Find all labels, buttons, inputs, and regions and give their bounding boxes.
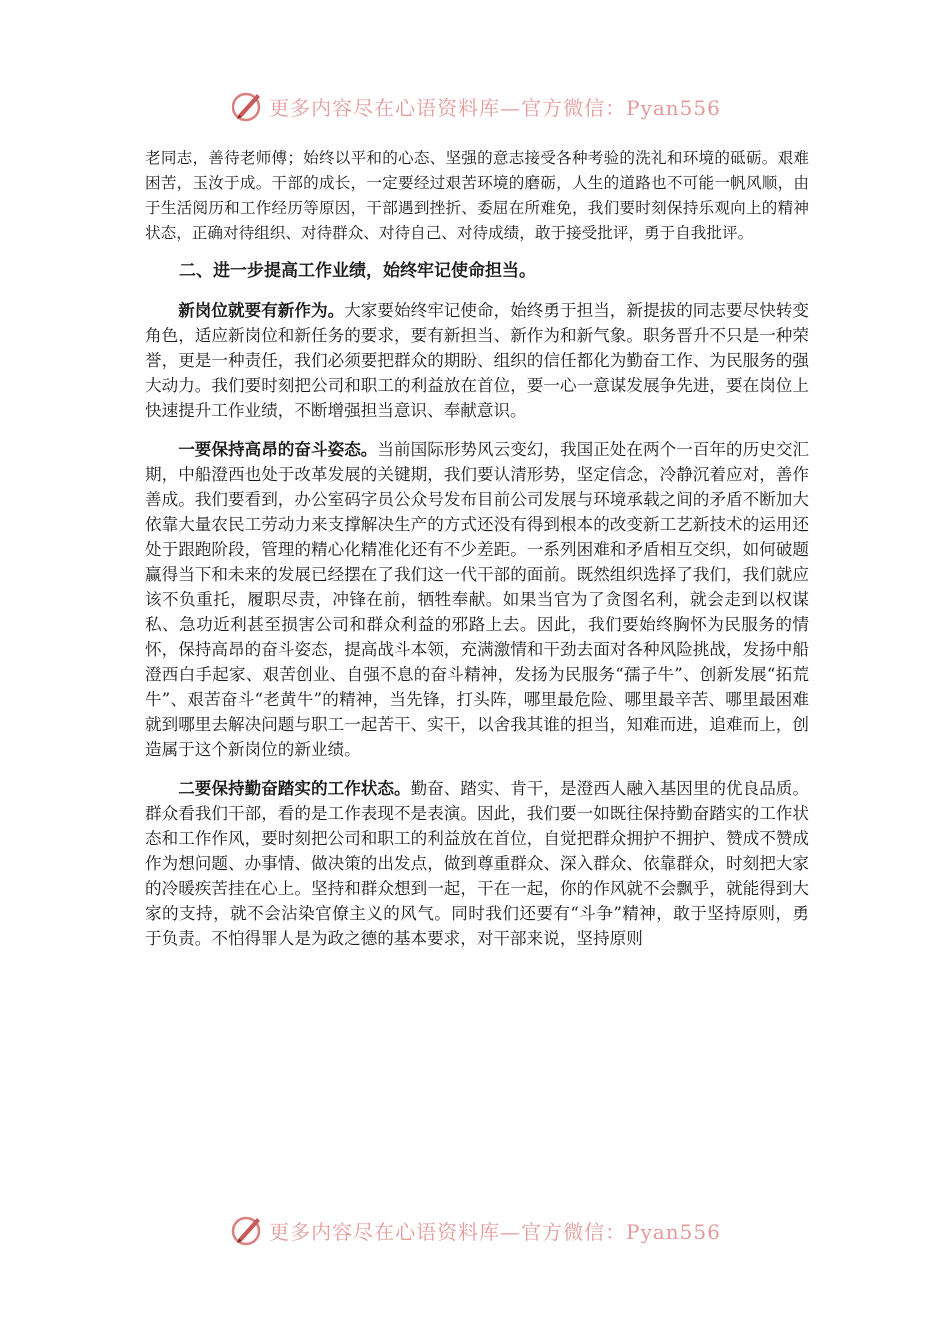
footer-watermark xyxy=(0,1210,950,1250)
paragraph-struggle-attitude xyxy=(145,437,809,762)
paragraph-text: 大家要始终牢记使命，始终勇于担当，新提拔的同志要尽快转变角色，适应新岗位和新任务的要求，要有新担当、新作为和新气象。职务晋升不只是一种荣誉，更是一种责任，我们必须要把群众的期盼、组织的信任都化为勤奋工作、为民服务的强大动力。我们要时刻把公司和职工的利益放在首位，要一心一意谋发展争先进，要在岗位上快速提升工作业绩，不断增强担当意识、奉献意识。 xyxy=(145,301,810,420)
paragraph-lead: 二要保持勤奋踏实的工作状态。 xyxy=(178,778,411,798)
paragraph-lead: 新岗位就要有新作为。 xyxy=(178,300,345,320)
header-watermark xyxy=(0,86,950,126)
paragraph-lead: 一要保持高昂的奋斗姿态。 xyxy=(178,439,378,459)
paragraph-continuation: 老同志，善待老师傅；始终以平和的心态、坚强的意志接受各种考验的洗礼和环境的砥砺。艰难困苦，玉汝于成。干部的成长，一定要经过艰苦环境的磨砺，人生的道路也不可能一帆风顺，由于生活阅历和工作经历等原因，干部遇到挫折、委屈在所难免，我们要时刻保持乐观向上的精神状态，正确对待组织、对待群众、对待自己、对待成绩，敢于接受批评，勇于自我批评。 xyxy=(145,149,809,242)
document-body xyxy=(145,146,809,951)
pen-logo-icon xyxy=(229,88,265,124)
paragraph-new-role xyxy=(145,298,809,423)
watermark-text: 更多内容尽在心语资料库—官方微信：Pyan556 xyxy=(269,1219,721,1244)
pen-logo-icon xyxy=(229,1212,265,1248)
paragraph-work-state xyxy=(145,776,809,951)
paragraph-text: 勤奋、踏实、肯干，是澄西人融入基因里的优良品质。群众看我们干部，看的是工作表现不是表演。因此，我们要一如既往保持勤奋踏实的工作状态和工作作风，要时刻把公司和职工的利益放在首位，自觉把群众拥护不拥护、赞成不赞成作为想问题、办事情、做决策的出发点，做到尊重群众、深入群众、依靠群众，时刻把大家的冷暖疾苦挂在心上。坚持和群众想到一起，干在一起，你的作风就不会飘乎，就能得到大家的支持，就不会沾染官僚主义的风气。同时我们还要有“斗争”精神，敢于坚持原则，勇于负责。不怕得罪人是为政之德的基本要求，对干部来说，坚持原则 xyxy=(145,779,809,948)
section-heading: 二、进一步提高工作业绩，始终牢记使命担当。 xyxy=(179,261,536,281)
watermark-text: 更多内容尽在心语资料库—官方微信：Pyan556 xyxy=(269,95,721,120)
paragraph-text: 当前国际形势风云变幻，我国正处在两个一百年的历史交汇期，中船澄西也处于改革发展的关键期，我们要认清形势，坚定信念，冷静沉着应对，善作善成。我们要看到，办公室码字员公众号发布目前公司发展与环境承载之间的矛盾不断加大依靠大量农民工劳动力来支撑解决生产的方式还没有得到根本的改变新工艺新技术的运用还处于跟跑阶段，管理的精心化精准化还有不少差距。一系列困难和矛盾相互交织，如何破题赢得当下和未来的发展已经摆在了我们这一代干部的面前。既然组织选择了我们，我们就应该不负重托，履职尽责，冲锋在前，牺牲奉献。如果当官为了贪图名利，就会走到以权谋私、急功近利甚至损害公司和群众利益的邪路上去。因此，我们要始终胸怀为民服务的情怀，保持高昂的奋斗姿态，提高战斗本领，充满激情和干劲去面对各种风险挑战，发扬中船澄西白手起家、艰苦创业、自强不息的奋斗精神，发扬为民服务“孺子牛”、创新发展“拓荒牛”、艰苦奋斗“老黄牛”的精神，当先锋，打头阵，哪里最危险、哪里最辛苦、哪里最困难就到哪里去解决问题与职工一起苦干、实干，以舍我其谁的担当，知难而进，追难而上，创造属于这个新岗位的新业绩。 xyxy=(145,440,810,759)
